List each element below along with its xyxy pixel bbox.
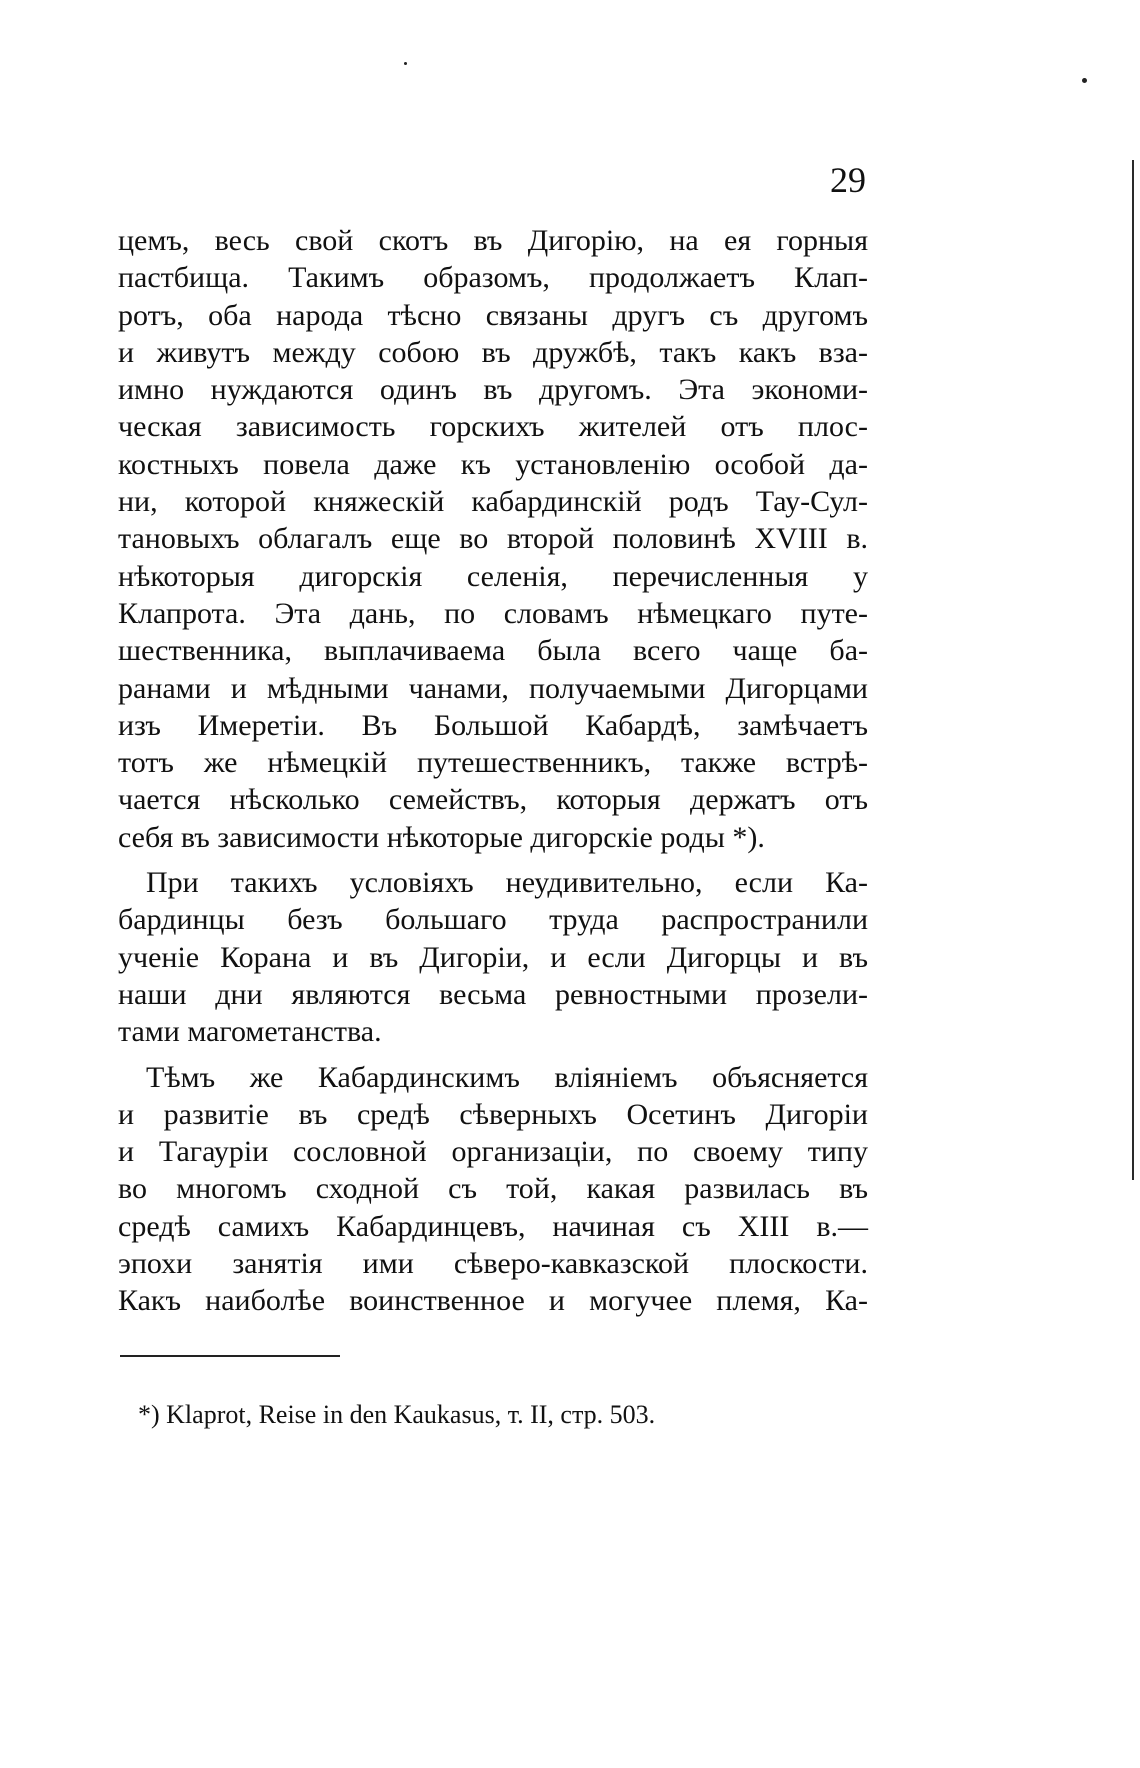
text-line: ни, которой княжескій кабардинскій родъ Тау-Сул- (118, 485, 868, 519)
text-line: чается нѣсколько семействъ, которыя держатъ отъ (118, 783, 868, 817)
text-line: костныхъ повела даже къ установленію особой да- (118, 447, 868, 481)
scan-speck (1082, 78, 1087, 83)
text-line: шественника, выплачиваема была всего чаще ба- (118, 634, 868, 668)
text-line: При такихъ условіяхъ неудивительно, если Ка- (146, 866, 868, 900)
footnote: *) Klaprot, Reise in den Kaukasus, т. II, стр. 503. (138, 1400, 656, 1429)
text-line: во многомъ сходной съ той, какая развилась въ (118, 1172, 868, 1206)
text-line: имно нуждаются одинъ въ другомъ. Эта экономи- (118, 373, 868, 407)
text-line: нѣкоторыя дигорскія селенія, перечисленныя у (118, 559, 868, 593)
text-line: тотъ же нѣмецкій путешественникъ, также встрѣ- (118, 746, 868, 780)
text-line: Клапрота. Эта дань, по словамъ нѣмецкаго путе- (118, 596, 868, 630)
text-line: тановыхъ облагалъ еще во второй половинѣ XVIII в. (118, 522, 868, 556)
text-line: тами магометанства. (118, 1015, 382, 1049)
paragraph-gap (118, 1051, 868, 1059)
scan-speck (404, 62, 407, 65)
text-line: ческая зависимость горскихъ жителей отъ плос- (118, 410, 868, 444)
paragraph-gap (118, 856, 868, 864)
scan-page-edge (1132, 160, 1134, 1180)
text-line: ученіе Корана и въ Дигоріи, и если Дигорцы и въ (118, 940, 868, 974)
text-line: средѣ самихъ Кабардинцевъ, начиная съ XIII в.— (118, 1209, 868, 1243)
text-line: ранами и мѣдными чанами, получаемыми Дигорцами (118, 671, 868, 705)
text-line: эпохи занятія ими сѣверо-кавказской плоскости. (118, 1247, 868, 1281)
text-line: наши дни являются весьма ревностными прозели- (118, 977, 868, 1011)
text-line: Тѣмъ же Кабардинскимъ вліяніемъ объясняется (146, 1060, 868, 1094)
text-line: бардинцы безъ большаго труда распространили (118, 903, 868, 937)
text-line: и живутъ между собою въ дружбѣ, такъ какъ вза- (118, 335, 868, 369)
body-text (118, 222, 868, 1320)
text-line: и развитіе въ средѣ сѣверныхъ Осетинъ Дигоріи (118, 1097, 868, 1131)
text-line: и Тагауріи сословной организаціи, по своему типу (118, 1135, 868, 1169)
paragraph (118, 864, 868, 1050)
paragraph (118, 1059, 868, 1320)
text-line: изъ Имеретіи. Въ Большой Кабардѣ, замѣчаетъ (118, 708, 868, 742)
paragraph (118, 222, 868, 856)
text-line: ротъ, оба народа тѣсно связаны другъ съ другомъ (118, 298, 868, 332)
text-line: цемъ, весь свой скотъ въ Дигорію, на ея горныя (118, 224, 868, 257)
footnote-divider (120, 1355, 340, 1357)
page-number: 29 (830, 160, 866, 200)
text-line: пастбища. Такимъ образомъ, продолжаетъ Клап- (118, 261, 868, 295)
text-line: себя въ зависимости нѣкоторые дигорскіе роды *). (118, 820, 765, 854)
text-line: Какъ наиболѣе воинственное и могучее племя, Ка- (118, 1284, 868, 1318)
